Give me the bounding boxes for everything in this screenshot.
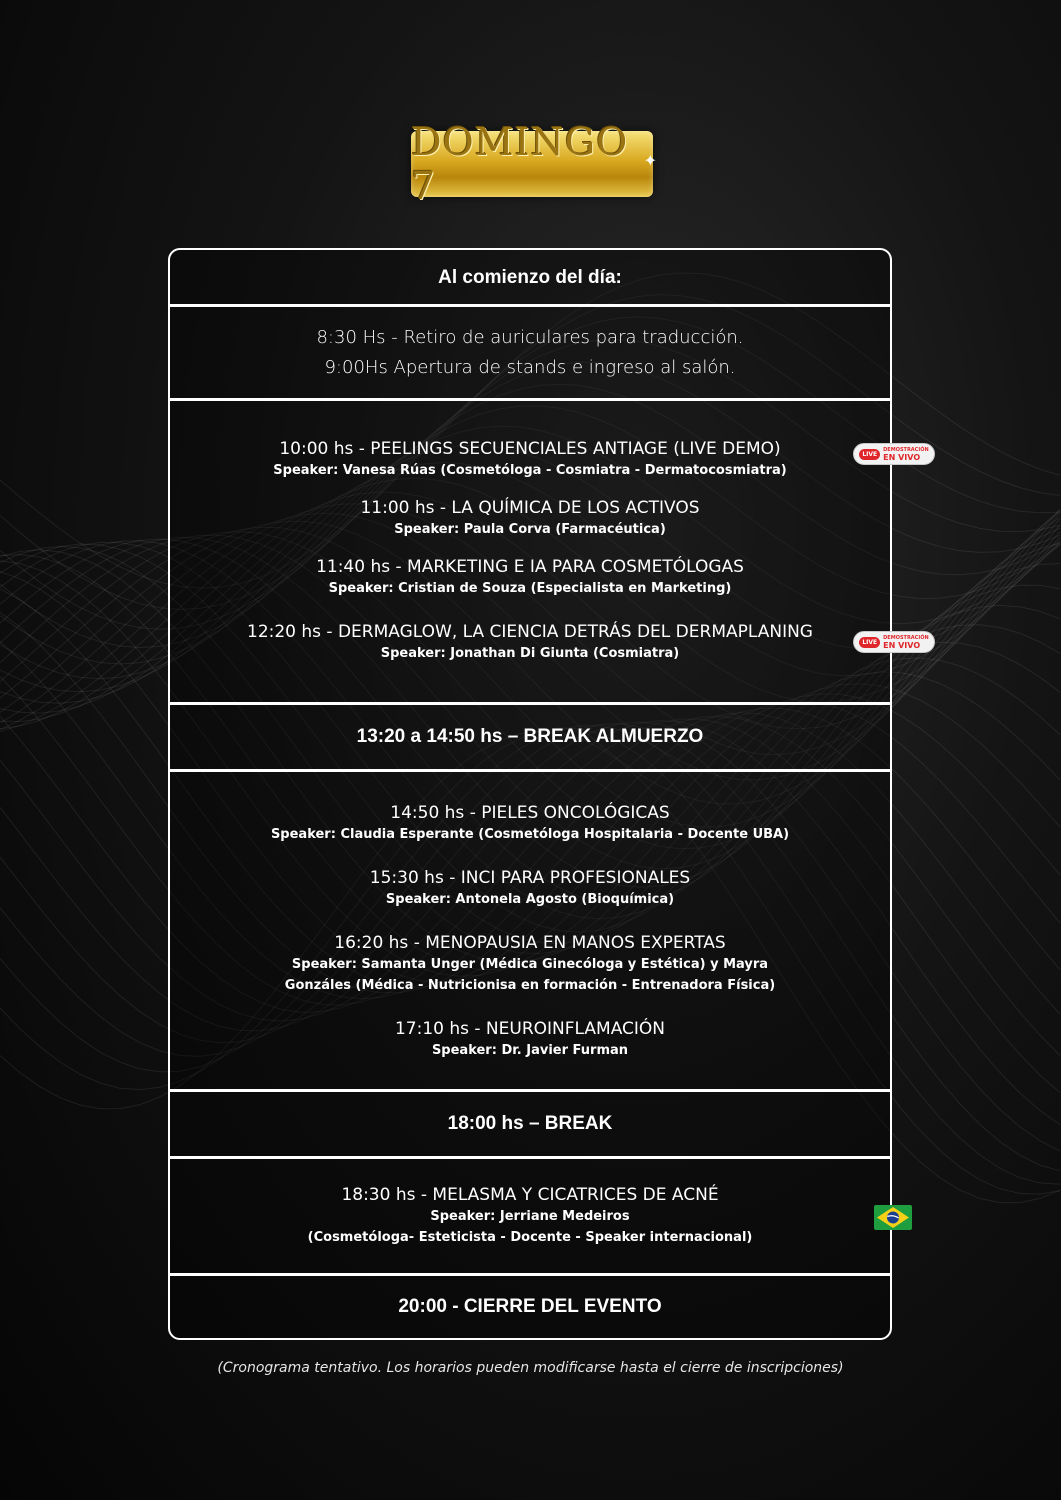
morning-block xyxy=(170,401,890,701)
talk-title: 15:30 hs - INCI PARA PROFESIONALES xyxy=(369,867,691,888)
live-tag: LIVE xyxy=(859,449,880,460)
live-badge-small: DEMOSTRACIÓN xyxy=(883,635,929,641)
afternoon-break: 18:00 hs – BREAK xyxy=(447,1113,613,1134)
start-line: 8:30 Hs - Retiro de auriculares para traducción. xyxy=(316,327,744,348)
live-badge-text xyxy=(883,635,929,649)
talk-item xyxy=(360,497,699,540)
live-badge-big: EN VIVO xyxy=(883,641,921,650)
day-badge xyxy=(411,120,657,208)
schedule-panel xyxy=(168,248,892,1340)
live-tag: LIVE xyxy=(859,637,880,648)
talk-title: 14:50 hs - PIELES ONCOLÓGICAS xyxy=(390,802,670,823)
talk-title: 18:30 hs - MELASMA Y CICATRICES DE ACNÉ xyxy=(341,1185,719,1205)
talk-item xyxy=(370,867,690,910)
talk-speaker-continued: (Cosmetóloga- Esteticista - Docente - Speaker internacional) xyxy=(307,1230,753,1245)
talk-item xyxy=(273,438,786,481)
live-badge-small: DEMOSTRACIÓN xyxy=(883,447,929,453)
talk-title: 11:40 hs - MARKETING E IA PARA COSMETÓLOGAS xyxy=(316,557,744,577)
talk-title: 10:00 hs - PEELINGS SECUENCIALES ANTIAGE (LIVE DEMO) xyxy=(279,439,781,459)
talk-speaker: Speaker: Antonela Agosto (Bioquímica) xyxy=(385,891,675,907)
talk-title: 17:10 hs - NEUROINFLAMACIÓN xyxy=(394,1018,666,1039)
afternoon-block xyxy=(170,772,890,1090)
talk-item xyxy=(316,556,744,599)
talk-item xyxy=(247,621,813,664)
talk-speaker: Speaker: Jerriane Medeiros xyxy=(430,1209,630,1224)
sparkle-icon: ✦ xyxy=(643,151,657,170)
live-badge-text xyxy=(883,447,929,461)
talk-title: 12:20 hs - DERMAGLOW, LA CIENCIA DETRÁS DEL DERMAPLANING xyxy=(247,622,813,642)
talk-title: 11:00 hs - LA QUÍMICA DE LOS ACTIVOS xyxy=(360,498,700,518)
talk-speaker: Speaker: Paula Corva (Farmacéutica) xyxy=(394,522,666,537)
day-badge-label: DOMINGO 7 xyxy=(411,120,629,208)
live-demo-badge xyxy=(853,631,935,653)
talk-speaker-continued: Gonzáles (Médica - Nutricionisa en formación - Entrenadora Física) xyxy=(284,977,776,993)
live-demo-badge xyxy=(853,443,935,465)
brazil-flag-icon xyxy=(874,1205,912,1230)
closing: 20:00 - CIERRE DEL EVENTO xyxy=(398,1296,662,1317)
talk-title: 16:20 hs - MENOPAUSIA EN MANOS EXPERTAS xyxy=(334,932,726,953)
talk-speaker: Speaker: Cristian de Souza (Especialista en Marketing) xyxy=(328,581,732,596)
talk-speaker: Speaker: Vanesa Rúas (Cosmetóloga - Cosmiatra - Dermatocosmiatra) xyxy=(273,463,787,478)
talk-speaker: Speaker: Dr. Javier Furman xyxy=(431,1042,629,1058)
talk-speaker: Speaker: Claudia Esperante (Cosmetóloga Hospitalaria - Docente UBA) xyxy=(270,826,790,842)
start-line: 9:00Hs Apertura de stands e ingreso al salón. xyxy=(324,357,736,378)
footnote: (Cronograma tentativo. Los horarios pueden modificarse hasta el cierre de inscripciones) xyxy=(217,1360,844,1376)
live-badge-big: EN VIVO xyxy=(883,453,921,462)
talk-item xyxy=(271,802,789,845)
talk-speaker: Speaker: Samanta Unger (Médica Ginecóloga y Estética) y Mayra xyxy=(291,956,769,972)
talk-speaker: Speaker: Jonathan Di Giunta (Cosmiatra) xyxy=(380,646,680,661)
talk-item xyxy=(308,1184,753,1248)
talk-item xyxy=(395,1018,665,1061)
start-heading: Al comienzo del día: xyxy=(438,266,622,288)
lunch-break: 13:20 a 14:50 hs – BREAK ALMUERZO xyxy=(356,726,704,747)
start-block xyxy=(170,307,890,399)
evening-block xyxy=(170,1159,890,1273)
talk-item xyxy=(285,932,775,996)
